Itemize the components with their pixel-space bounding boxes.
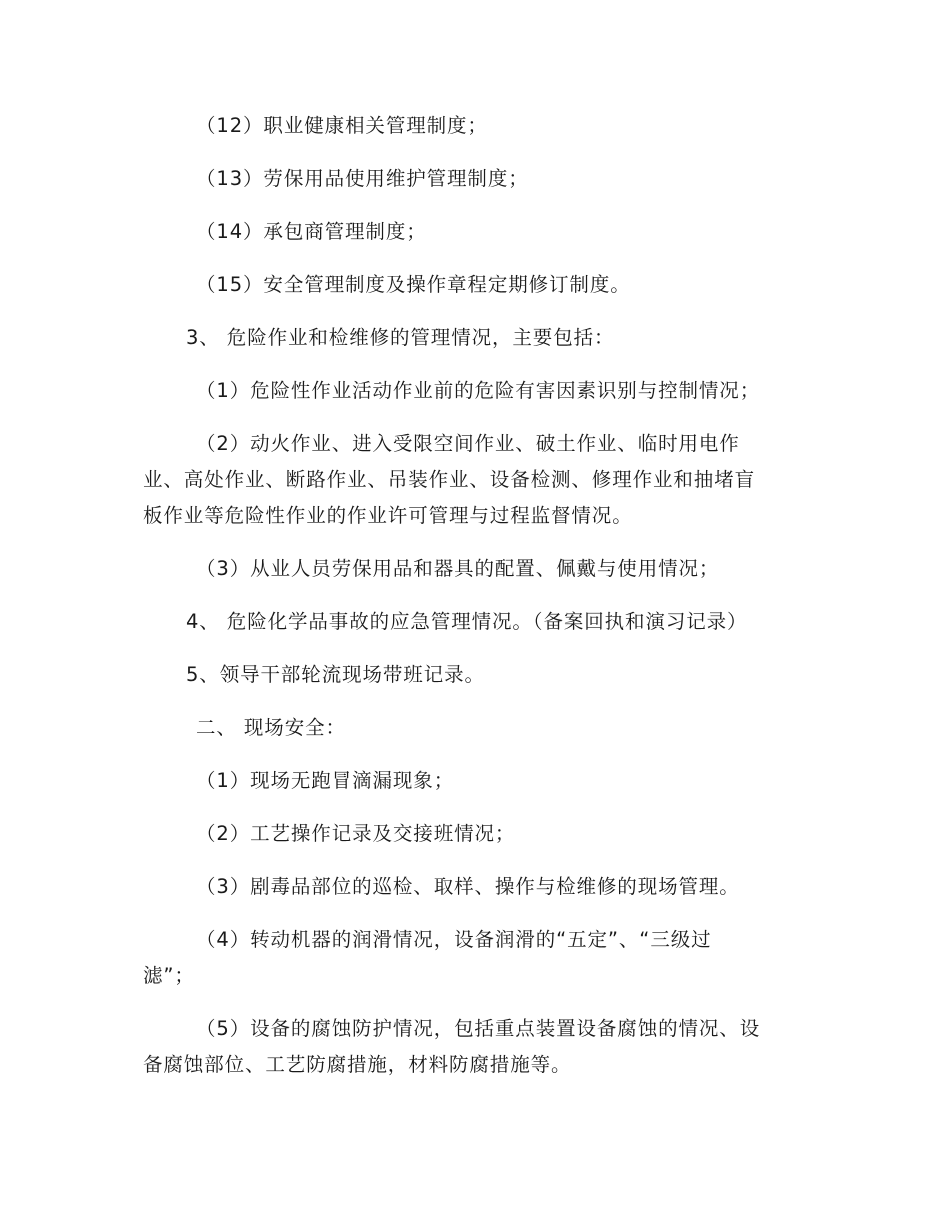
item-14-contractor-management: （14）承包商管理制度； <box>196 220 427 243</box>
item-12-occupational-health: （12）职业健康相关管理制度； <box>196 114 488 137</box>
section-3-item-3: （3）从业人员劳保用品和器具的配置、佩戴与使用情况； <box>196 557 720 580</box>
section-4-heading: 4、 危险化学品事故的应急管理情况。（备案回执和演习记录） <box>186 610 748 633</box>
section-3-item-2-line-2: 业、高处作业、断路作业、吊装作业、设备检测、修理作业和抽堵盲 <box>143 468 756 491</box>
part-2-item-5-line-1: （5）设备的腐蚀防护情况，包括重点装置设备腐蚀的情况、设 <box>196 1017 761 1040</box>
part-2-item-2: （2）工艺操作记录及交接班情况； <box>196 822 516 845</box>
part-2-item-4-line-2: 滤”； <box>143 964 195 987</box>
part-2-item-1: （1）现场无跑冒滴漏现象； <box>196 769 455 792</box>
section-5-heading: 5、领导干部轮流现场带班记录。 <box>186 663 485 686</box>
section-3-item-1: （1）危险性作业活动作业前的危险有害因素识别与控制情况； <box>196 379 761 402</box>
item-15-periodic-revision: （15）安全管理制度及操作章程定期修订制度。 <box>196 273 631 296</box>
item-13-ppe-maintenance: （13）劳保用品使用维护管理制度； <box>196 167 529 190</box>
part-2-heading: 二、 现场安全： <box>196 716 346 739</box>
section-3-item-2-line-1: （2）动火作业、进入受限空间作业、破土作业、临时用电作 <box>196 432 740 455</box>
part-2-item-4-line-1: （4）转动机器的润滑情况，设备润滑的“五定”、“三级过 <box>196 928 712 951</box>
section-3-item-2-line-3: 板作业等危险性作业的作业许可管理与过程监督情况。 <box>143 504 633 527</box>
section-3-heading: 3、 危险作业和检维修的管理情况，主要包括： <box>186 326 615 349</box>
part-2-item-5-line-2: 备腐蚀部位、工艺防腐措施，材料防腐措施等。 <box>143 1053 572 1076</box>
part-2-item-3: （3）剧毒品部位的巡检、取样、操作与检维修的现场管理。 <box>196 875 740 898</box>
